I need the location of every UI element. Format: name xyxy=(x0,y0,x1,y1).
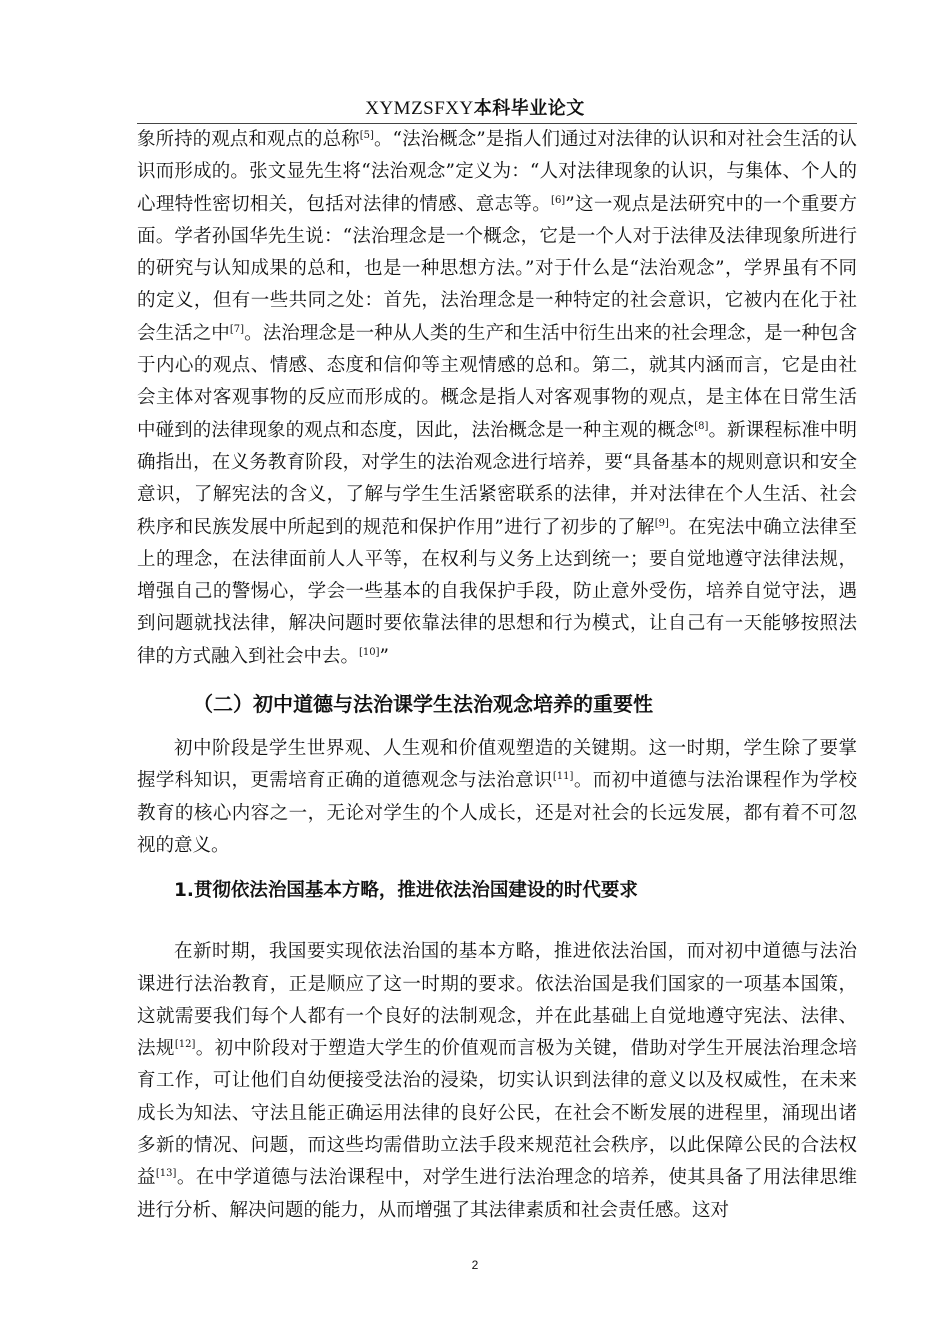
body-paragraph-2 xyxy=(137,733,857,862)
text-run: 。在宪法中确立法律至上的理念，在法律面前人人平等，在权利与义务上达到统一；要自觉地遵守法律法规，增强自己的警惕心，学会一些基本的自我保护手段，防止意外受伤，培养自觉守法，遇到问题就找法律，解决问题时要依靠法律的思想和行为模式，让自己有一天能够按照法律的方式融入到社会中去。 xyxy=(137,516,857,667)
citation-ref: [12] xyxy=(174,1038,196,1050)
document-body xyxy=(137,124,857,1227)
citation-ref: [6] xyxy=(551,194,566,206)
text-run: 。初中阶段对于塑造大学生的价值观而言极为关键，借助对学生开展法治理念培育工作，可让他们自幼便接受法治的浸染，切实认识到法律的意义以及权威性，在未来成长为知法、守法且能正确运用法律的良好公民，在社会不断发展的进程里，涌现出诸多新的情况、问题，而这些均需借助立法手段来规范社会秩序，以此保障公民的合法权益 xyxy=(137,1038,857,1189)
text-run: 。而初中道德与法治课程作为学校教育的核心内容之一，无论对学生的个人成长，还是对社会的长远发展，都有着不可忽视的意义。 xyxy=(137,770,857,856)
page-footer xyxy=(0,1258,950,1272)
page-header xyxy=(0,94,950,120)
citation-ref: [10] xyxy=(359,646,380,658)
header-code: XYMZSFXY xyxy=(365,98,474,119)
citation-ref: [7] xyxy=(229,323,245,335)
section-heading: （二）初中道德与法治课学生法治观念培养的重要性 xyxy=(193,692,653,717)
text-run: 在新时期，我国要实现依法治国的基本方略，推进依法治国，而对初中道德与法治课进行法治教育，正是顺应了这一时期的要求。依法治国是我们国家的一项基本国策，这就需要我们每个人都有一个良好的法制观念，并在此基础上自觉地遵守宪法、法律、法规 xyxy=(137,941,857,1060)
text-run: 。新课程标准中明确指出，在义务教育阶段，对学生的法治观念进行培养，要“具备基本的规则意识和安全意识，了解宪法的含义，了解与学生生活紧密联系的法律，并对法律在个人生活、社会秩序和民族发展中所起到的规范和保护作用”进行了初步的了解 xyxy=(137,419,857,538)
header-title: 本科毕业论文 xyxy=(473,98,585,119)
text-run: 初中阶段是学生世界观、人生观和价值观塑造的关键期。这一时期，学生除了要掌握学科知识，更需培育正确的道德观念与法治意识 xyxy=(137,738,857,792)
text-run: ” xyxy=(379,645,390,667)
citation-ref: [11] xyxy=(552,771,574,783)
body-paragraph-1 xyxy=(137,124,857,673)
subsection-heading: 1.贯彻依法治国基本方略，推进依法治国建设的时代要求 xyxy=(174,880,638,902)
text-run: 。“法治概念”是指人们通过对法律的认识和对社会生活的认识而形成的。张文显先生将“法治观念”定义为：“人对法律现象的认识，与集体、个人的心理特性密切相关，包括对法律的情感、意志等。 xyxy=(137,129,857,215)
text-run: 。法治理念是一种从人类的生产和生活中衍生出来的社会理念，是一种包含于内心的观点、情感、态度和信仰等主观情感的总和。第二，就其内涵而言，它是由社会主体对客观事物的反应而形成的。概念是指人对客观事物的观点，是主体在日常生活中碰到的法律现象的观点和态度，因此，法治概念是一种主观的概念 xyxy=(137,322,857,441)
citation-ref: [9] xyxy=(654,517,669,529)
citation-ref: [13] xyxy=(155,1168,177,1180)
text-run: 。在中学道德与法治课程中，对学生进行法治理念的培养，使其具备了用法律思维进行分析、解决问题的能力，从而增强了其法律素质和社会责任感。这对 xyxy=(137,1167,857,1221)
body-paragraph-3 xyxy=(137,936,857,1227)
text-run: ”这一观点是法研究中的一个重要方面。学者孙国华先生说：“法治理念是一个概念，它是一个人对于法律及法律现象所进行的研究与认知成果的总和，也是一种思想方法。”对于什么是“法治观念”，学界虽有不同的定义，但有一些共同之处：首先，法治理念是一种特定的社会意识，它被内在化于社会生活之中 xyxy=(137,193,857,344)
citation-ref: [8] xyxy=(694,420,709,432)
page-number: 2 xyxy=(471,1258,479,1272)
text-run: 象所持的观点和观点的总称 xyxy=(137,129,360,150)
citation-ref: [5] xyxy=(359,129,374,141)
